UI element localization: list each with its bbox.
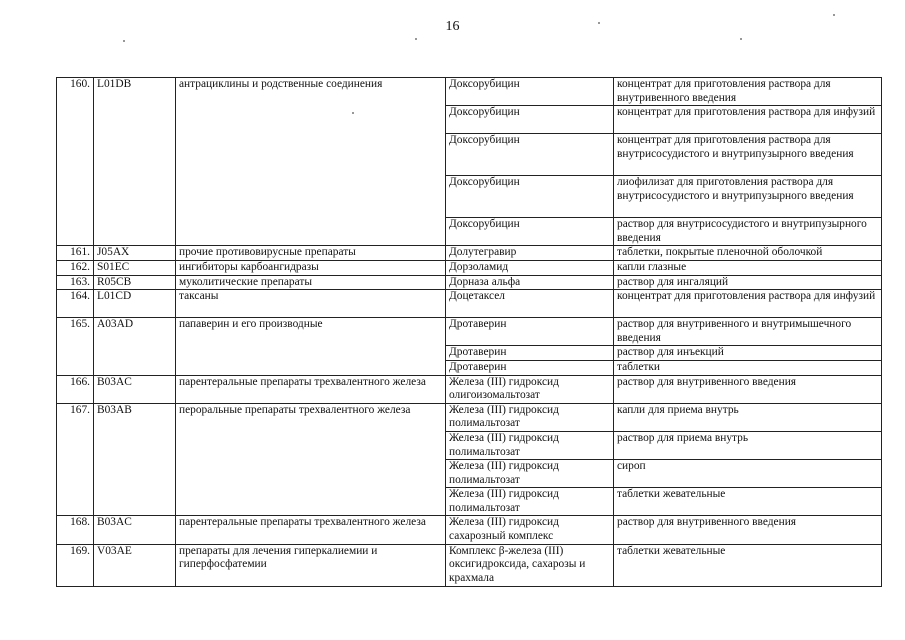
row-number-cell: 161. — [57, 246, 94, 261]
scan-speck — [352, 112, 354, 114]
atc-code-cell: R05CB — [94, 275, 176, 290]
drug-name-cell: Железа (III) гидроксид полимальтозат — [446, 403, 614, 431]
drug-name-cell: Доксорубицин — [446, 106, 614, 134]
medications-table-body — [57, 78, 882, 587]
drug-name-cell: Доксорубицин — [446, 176, 614, 218]
drug-name-cell: Дротаверин — [446, 318, 614, 346]
group-name-cell: ингибиторы карбоангидразы — [176, 260, 446, 275]
row-number-cell: 164. — [57, 290, 94, 318]
group-name-cell: прочие противовирусные препараты — [176, 246, 446, 261]
scan-speck — [415, 38, 417, 40]
table-row — [57, 78, 882, 106]
group-name-cell: парентеральные препараты трехвалентного железа — [176, 375, 446, 403]
scan-speck — [123, 40, 125, 42]
scan-speck — [740, 38, 742, 40]
table-row — [57, 275, 882, 290]
row-number-cell: 165. — [57, 318, 94, 375]
drug-name-cell: Доксорубицин — [446, 134, 614, 176]
dosage-form-cell: таблетки — [614, 360, 882, 375]
drug-name-cell: Доцетаксел — [446, 290, 614, 318]
page-number: 16 — [445, 19, 460, 34]
atc-code-cell: L01DB — [94, 78, 176, 246]
drug-name-cell: Доксорубицин — [446, 218, 614, 246]
dosage-form-cell: раствор для внутривенного и внутримышечного введения — [614, 318, 882, 346]
drug-name-cell: Дротаверин — [446, 360, 614, 375]
atc-code-cell: B03AC — [94, 516, 176, 544]
row-number-cell: 167. — [57, 403, 94, 516]
table-row — [57, 375, 882, 403]
dosage-form-cell: раствор для ингаляций — [614, 275, 882, 290]
drug-name-cell: Комплекс β-железа (III) оксигидроксида, сахарозы и крахмала — [446, 544, 614, 586]
group-name-cell: антрациклины и родственные соединения — [176, 78, 446, 246]
drug-name-cell: Железа (III) гидроксид сахарозный комплекс — [446, 516, 614, 544]
dosage-form-cell: концентрат для приготовления раствора для внутривенного введения — [614, 78, 882, 106]
dosage-form-cell: таблетки, покрытые пленочной оболочкой — [614, 246, 882, 261]
row-number-cell: 162. — [57, 260, 94, 275]
atc-code-cell: S01EC — [94, 260, 176, 275]
atc-code-cell: J05AX — [94, 246, 176, 261]
table-row — [57, 516, 882, 544]
dosage-form-cell: раствор для внутрисосудистого и внутрипузырного введения — [614, 218, 882, 246]
dosage-form-cell: таблетки жевательные — [614, 544, 882, 586]
dosage-form-cell: раствор для внутривенного введения — [614, 516, 882, 544]
table-row — [57, 246, 882, 261]
atc-code-cell: A03AD — [94, 318, 176, 375]
drug-name-cell: Железа (III) гидроксид полимальтозат — [446, 431, 614, 459]
drug-name-cell: Дротаверин — [446, 346, 614, 361]
dosage-form-cell: раствор для приема внутрь — [614, 431, 882, 459]
drug-name-cell: Железа (III) гидроксид олигоизомальтозат — [446, 375, 614, 403]
dosage-form-cell: концентрат для приготовления раствора для внутрисосудистого и внутрипузырного введения — [614, 134, 882, 176]
dosage-form-cell: концентрат для приготовления раствора для инфузий — [614, 106, 882, 134]
dosage-form-cell: концентрат для приготовления раствора для инфузий — [614, 290, 882, 318]
group-name-cell: препараты для лечения гиперкалиемии и гиперфосфатемии — [176, 544, 446, 586]
group-name-cell: таксаны — [176, 290, 446, 318]
table-row — [57, 403, 882, 431]
atc-code-cell: B03AB — [94, 403, 176, 516]
dosage-form-cell: таблетки жевательные — [614, 488, 882, 516]
dosage-form-cell: сироп — [614, 460, 882, 488]
dosage-form-cell: раствор для инъекций — [614, 346, 882, 361]
atc-code-cell: V03AE — [94, 544, 176, 586]
row-number-cell: 169. — [57, 544, 94, 586]
atc-code-cell: L01CD — [94, 290, 176, 318]
row-number-cell: 160. — [57, 78, 94, 246]
dosage-form-cell: капли глазные — [614, 260, 882, 275]
drug-name-cell: Дорназа альфа — [446, 275, 614, 290]
table-row — [57, 318, 882, 346]
dosage-form-cell: лиофилизат для приготовления раствора для внутрисосудистого и внутрипузырного введения — [614, 176, 882, 218]
dosage-form-cell: капли для приема внутрь — [614, 403, 882, 431]
group-name-cell: парентеральные препараты трехвалентного железа — [176, 516, 446, 544]
group-name-cell: муколитические препараты — [176, 275, 446, 290]
group-name-cell: пероральные препараты трехвалентного железа — [176, 403, 446, 516]
table-row — [57, 260, 882, 275]
row-number-cell: 166. — [57, 375, 94, 403]
scan-speck — [833, 14, 835, 16]
drug-name-cell: Дорзоламид — [446, 260, 614, 275]
group-name-cell: папаверин и его производные — [176, 318, 446, 375]
scan-speck — [598, 22, 600, 24]
drug-name-cell: Долутегравир — [446, 246, 614, 261]
drug-name-cell: Доксорубицин — [446, 78, 614, 106]
medications-table — [56, 77, 882, 587]
dosage-form-cell: раствор для внутривенного введения — [614, 375, 882, 403]
drug-name-cell: Железа (III) гидроксид полимальтозат — [446, 460, 614, 488]
row-number-cell: 163. — [57, 275, 94, 290]
table-row — [57, 544, 882, 586]
drug-name-cell: Железа (III) гидроксид полимальтозат — [446, 488, 614, 516]
atc-code-cell: B03AC — [94, 375, 176, 403]
table-row — [57, 290, 882, 318]
row-number-cell: 168. — [57, 516, 94, 544]
